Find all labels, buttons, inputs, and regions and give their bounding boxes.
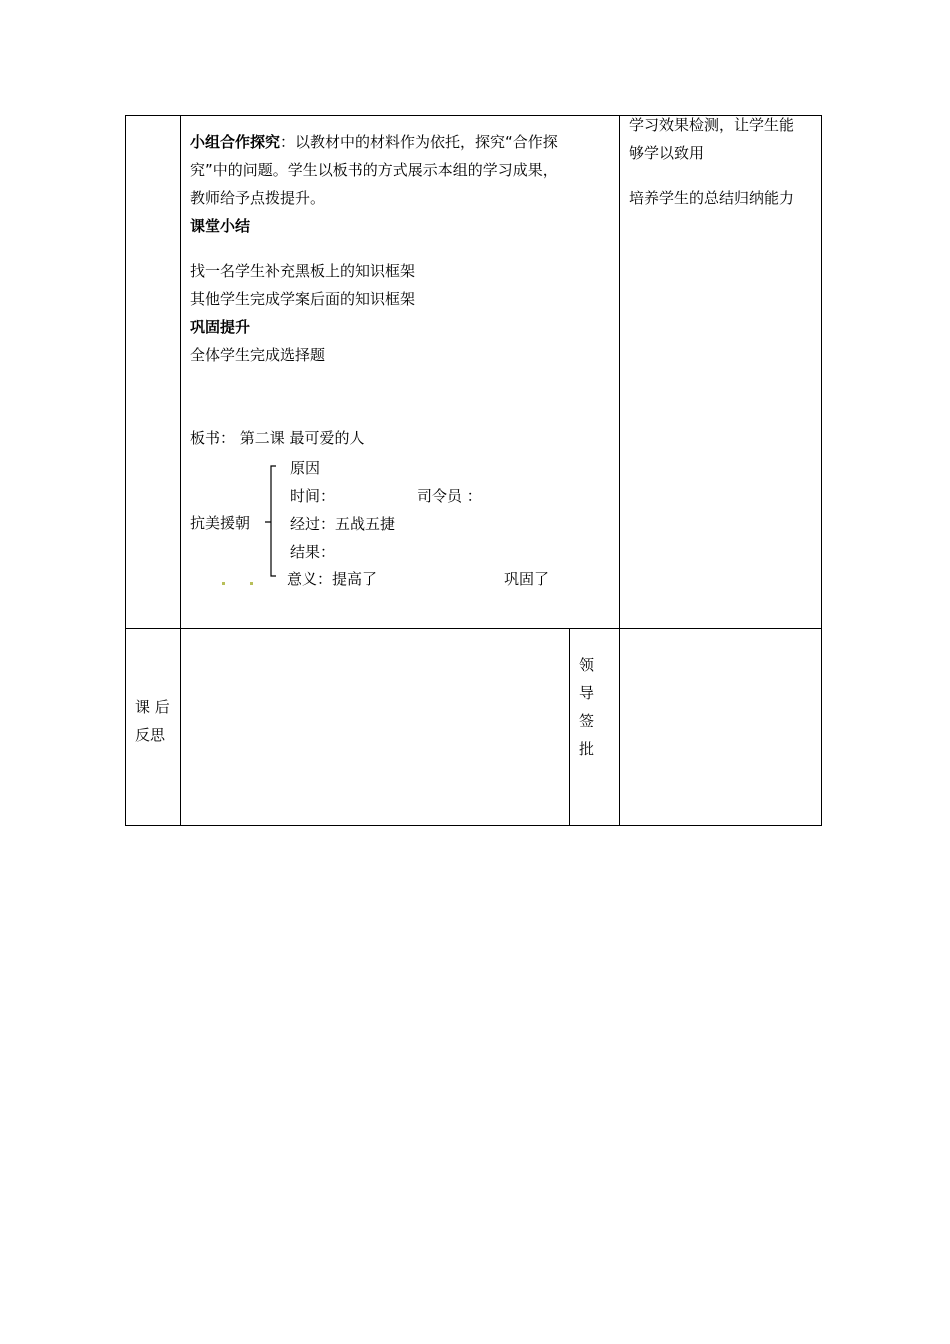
outline-process: 经过：五战五捷 (290, 515, 396, 533)
group-inquiry-text: ：以教材中的材料作为依托，探究“合作探 (280, 133, 558, 151)
approval-char-2: 导 (579, 684, 595, 702)
summary-line2: 其他学生完成学案后面的知识框架 (190, 290, 416, 308)
table-left-border (125, 115, 126, 826)
consolidate-heading: 巩固提升 (190, 318, 251, 336)
reflection-label-line2: 反思 (135, 726, 166, 744)
right-note-line3: 培养学生的总结归纳能力 (629, 189, 795, 207)
outline-commander: 司令员 ： (417, 487, 482, 505)
decorative-dot (250, 582, 253, 585)
outline-result: 结果： (290, 543, 336, 561)
outline-consolidated: 巩固了 (504, 570, 550, 588)
approval-content-cell (620, 629, 821, 825)
approval-char-4: 批 (579, 740, 595, 758)
right-note-line1: 学习效果检测，让学生能 (629, 116, 795, 134)
outline-brace (262, 455, 282, 585)
approval-char-1: 领 (579, 656, 595, 674)
outline-time: 时间： (290, 487, 336, 505)
board-title: 板书： 第二课 最可爱的人 (190, 429, 365, 447)
right-note-line2: 够学以致用 (629, 144, 705, 162)
group-inquiry-line3: 教师给予点拨提升。 (190, 189, 326, 207)
reflection-content-cell (181, 629, 569, 825)
column-divider-approval (569, 628, 570, 826)
reflection-label-line1: 课 后 (135, 698, 170, 716)
outline-cause: 原因 (290, 459, 321, 477)
approval-char-3: 签 (579, 712, 595, 730)
summary-heading: 课堂小结 (190, 217, 251, 235)
group-inquiry-line1 (190, 128, 558, 156)
consolidate-line1: 全体学生完成选择题 (190, 346, 326, 364)
outline-meaning: 意义：提高了 (287, 570, 378, 588)
group-inquiry-line2: 究”中的问题。学生以板书的方式展示本组的学习成果， (190, 161, 558, 179)
decorative-dot (222, 582, 225, 585)
group-inquiry-heading: 小组合作探究 (190, 133, 281, 151)
table-right-border (821, 115, 822, 826)
summary-line1: 找一名学生补充黑板上的知识框架 (190, 262, 416, 280)
outline-root: 抗美援朝 (190, 514, 251, 532)
table-bottom-border (125, 825, 822, 826)
